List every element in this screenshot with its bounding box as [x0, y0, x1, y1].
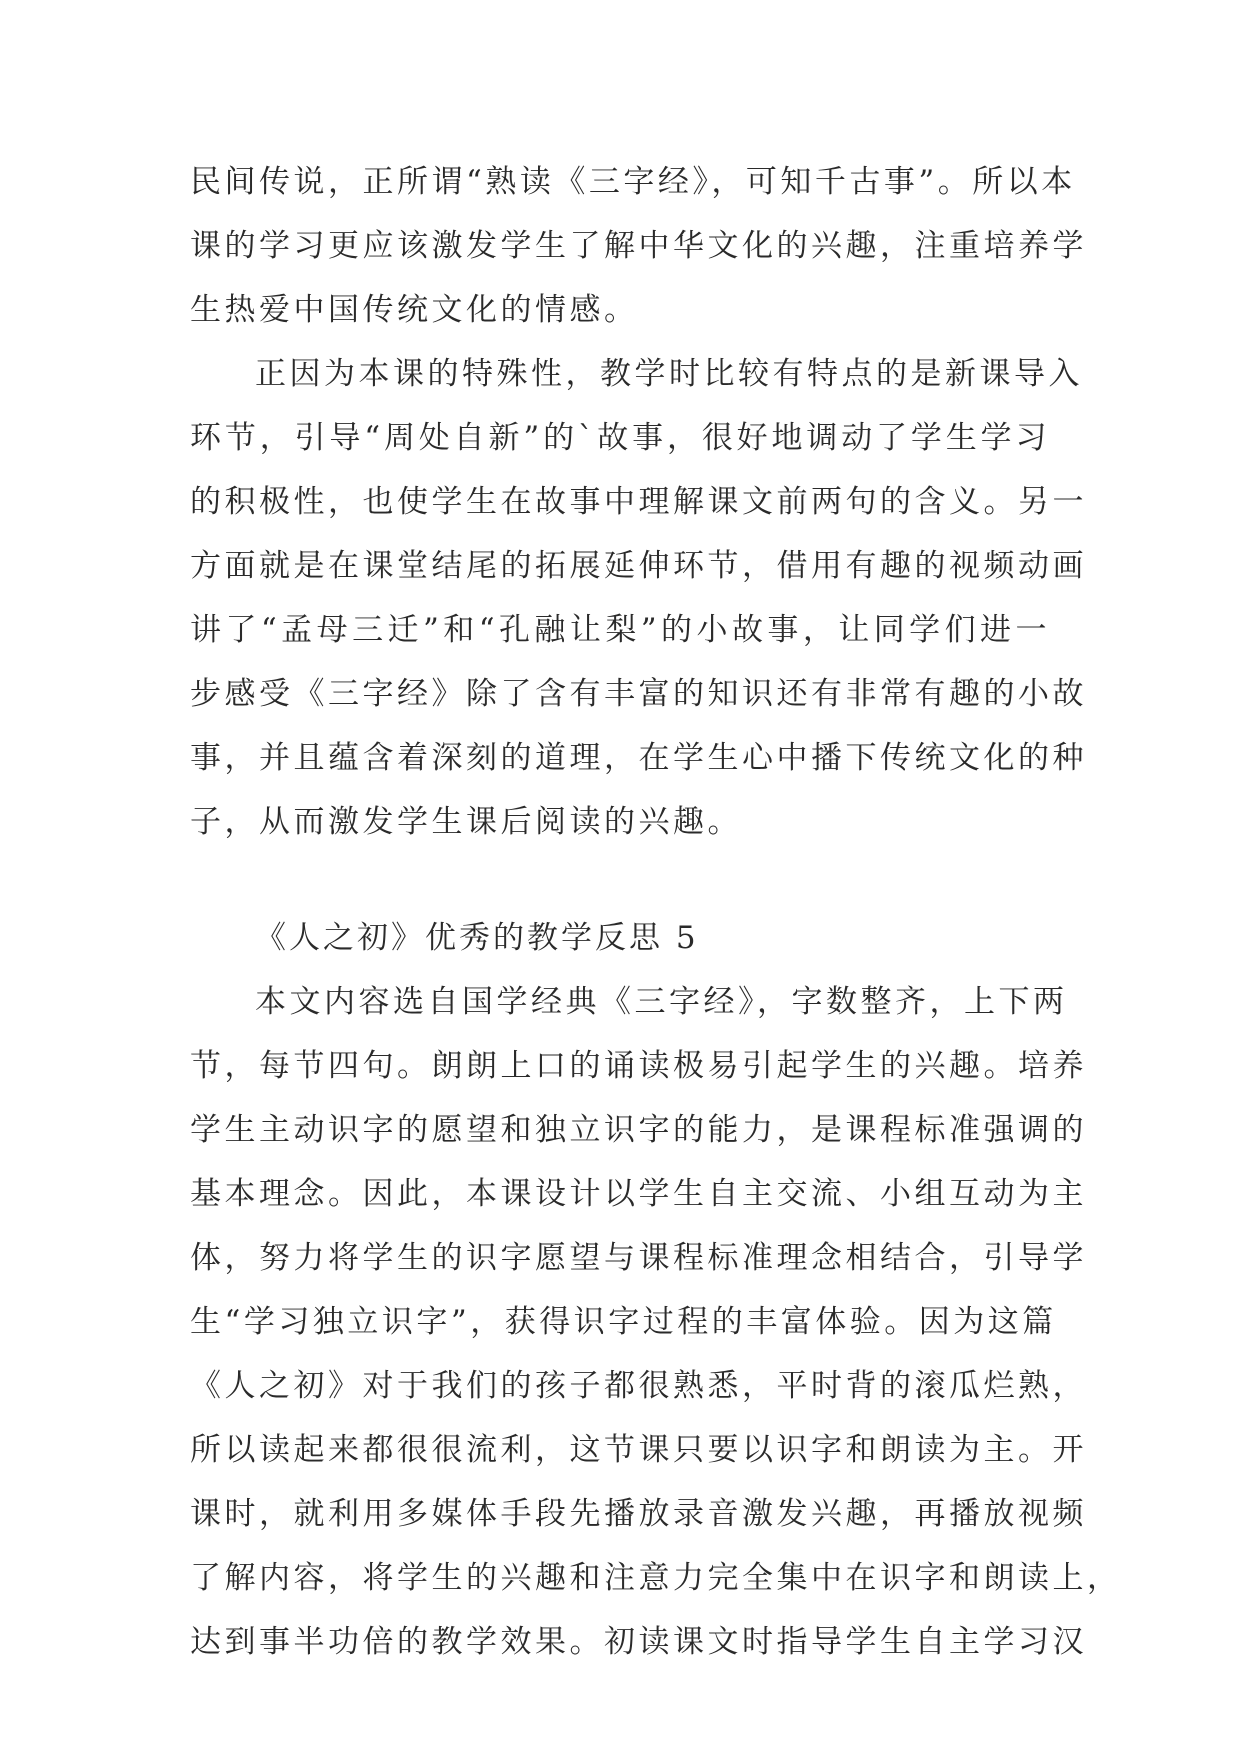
- paragraph-2-line: 事，并且蕴含着深刻的道理，在学生心中播下传统文化的种: [190, 740, 1087, 776]
- paragraph-3-line: 学生主动识字的愿望和独立识字的能力，是课程标准强调的: [190, 1112, 1087, 1148]
- paragraph-3-line: 生“学习独立识字”，获得识字过程的丰富体验。因为这篇: [190, 1304, 1057, 1340]
- paragraph-3-line: 本文内容选自国学经典《三字经》，字数整齐，上下两: [255, 984, 1068, 1020]
- paragraph-2-line: 环节，引导“周处自新”的`故事，很好地调动了学生学习: [190, 420, 1050, 456]
- paragraph-3-line: 达到事半功倍的教学效果。初读课文时指导学生自主学习汉: [190, 1624, 1087, 1660]
- paragraph-3-line: 体，努力将学生的识字愿望与课程标准理念相结合，引导学: [190, 1240, 1087, 1276]
- paragraph-2-line: 讲了“孟母三迁”和“孔融让梨”的小故事，让同学们进一: [190, 612, 1050, 648]
- paragraph-3-line: 节，每节四句。朗朗上口的诵读极易引起学生的兴趣。培养: [190, 1048, 1087, 1084]
- paragraph-2-line: 正因为本课的特殊性，教学时比较有特点的是新课导入: [255, 356, 1083, 392]
- paragraph-1-line: 课的学习更应该激发学生了解中华文化的兴趣，注重培养学: [190, 228, 1087, 264]
- paragraph-2-line: 子，从而激发学生课后阅读的兴趣。: [190, 804, 742, 840]
- paragraph-3-line: 课时，就利用多媒体手段先播放录音激发兴趣，再播放视频: [190, 1496, 1087, 1532]
- paragraph-3-line: 所以读起来都很很流利，这节课只要以识字和朗读为主。开: [190, 1432, 1087, 1468]
- paragraph-3-line: 基本理念。因此，本课设计以学生自主交流、小组互动为主: [190, 1176, 1087, 1212]
- paragraph-1-line: 民间传说，正所谓“熟读《三字经》，可知千古事”。所以本: [190, 164, 1076, 200]
- paragraph-1-line: 生热爱中国传统文化的情感。: [190, 292, 639, 328]
- paragraph-3-line: 了解内容，将学生的兴趣和注意力完全集中在识字和朗读上，: [190, 1560, 1122, 1596]
- paragraph-3-line: 《人之初》对于我们的孩子都很熟悉，平时背的滚瓜烂熟，: [190, 1368, 1087, 1404]
- paragraph-2-line: 方面就是在课堂结尾的拓展延伸环节，借用有趣的视频动画: [190, 548, 1087, 584]
- paragraph-2-line: 步感受《三字经》除了含有丰富的知识还有非常有趣的小故: [190, 676, 1087, 712]
- section-heading: 《人之初》优秀的教学反思 5: [255, 920, 699, 956]
- paragraph-2-line: 的积极性，也使学生在故事中理解课文前两句的含义。另一: [190, 484, 1087, 520]
